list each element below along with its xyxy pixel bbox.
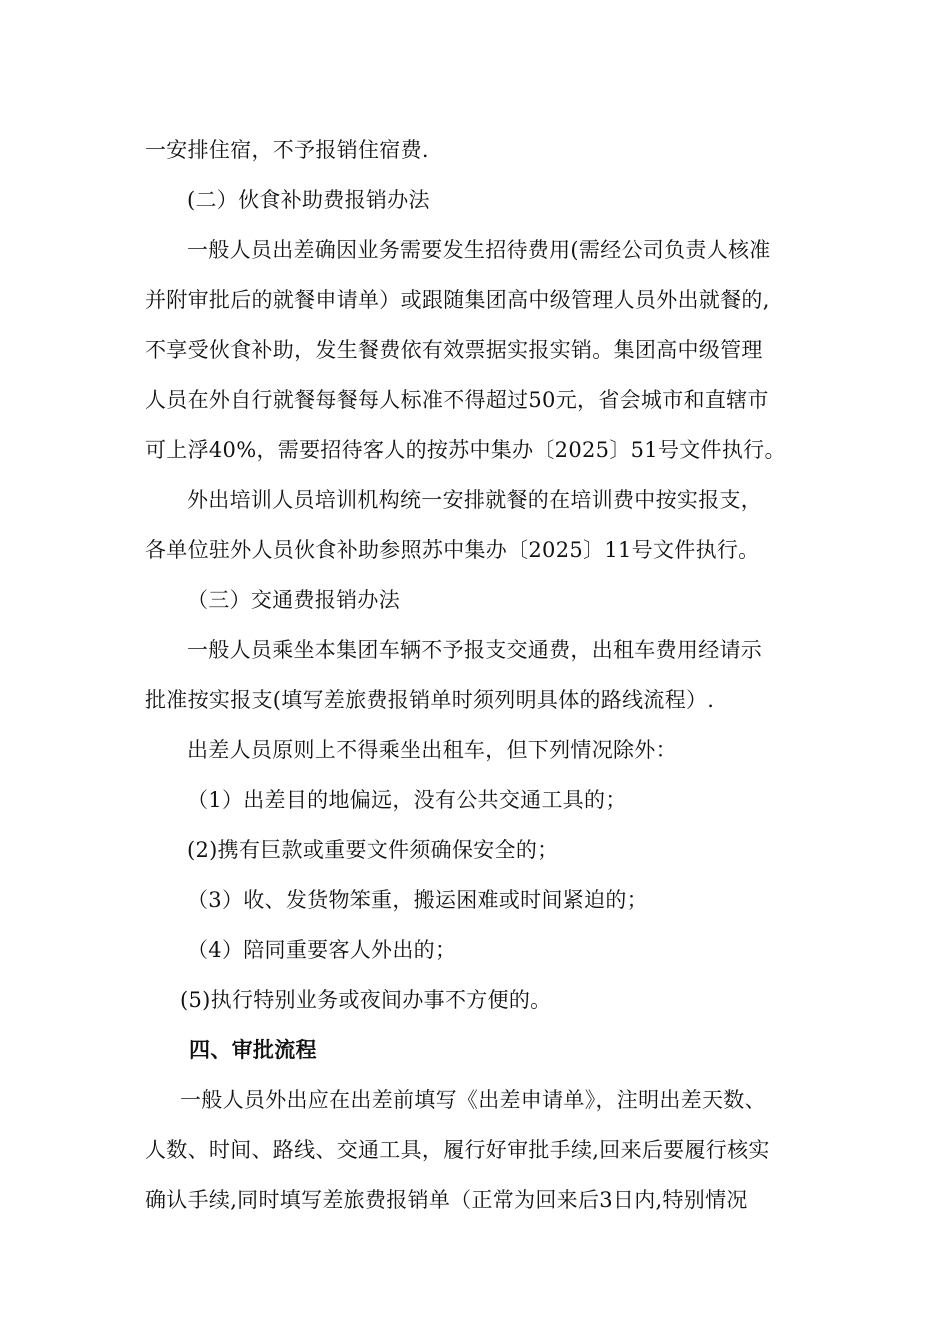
paragraph-line: 可上浮40%，需要招待客人的按苏中集办〔2025〕51号文件执行。	[145, 438, 786, 462]
section-heading-transport: （三）交通费报销办法	[187, 588, 400, 612]
paragraph-line: 各单位驻外人员伙食补助参照苏中集办〔2025〕11号文件执行。	[145, 538, 760, 562]
list-item: （3）收、发货物笨重，搬运困难或时间紧迫的；	[187, 888, 648, 912]
paragraph-line: 确认手续,同时填写差旅费报销单（正常为回来后3日内,特别情况	[145, 1188, 748, 1212]
paragraph-line: 出差人员原则上不得乘坐出租车，但下列情况除外：	[187, 738, 677, 762]
paragraph-line: 一安排住宿，不予报销住宿费.	[145, 138, 429, 162]
list-item: （1）出差目的地偏远，没有公共交通工具的；	[187, 788, 627, 812]
paragraph-line: 不享受伙食补助，发生餐费依有效票据实报实销。集团高中级管理	[145, 338, 763, 362]
paragraph-line: 一般人员出差确因业务需要发生招待费用(需经公司负责人核准	[187, 238, 771, 262]
paragraph-line: 一般人员乘坐本集团车辆不予报支交通费，出租车费用经请示	[187, 638, 763, 662]
list-item: (2)携有巨款或重要文件须确保安全的；	[187, 838, 559, 862]
paragraph-line: 人数、时间、路线、交通工具，履行好审批手续,回来后要履行核实	[145, 1138, 770, 1162]
paragraph-line: 外出培训人员培训机构统一安排就餐的在培训费中按实报支，	[187, 488, 763, 512]
section-heading-meal-allowance: (二）伙食补助费报销办法	[187, 188, 430, 212]
paragraph-line: 批准按实报支(填写差旅费报销单时须列明具体的路线流程）.	[145, 688, 715, 712]
paragraph-line: 并附审批后的就餐申请单）或跟随集团高中级管理人员外出就餐的,	[145, 288, 770, 312]
paragraph-line: 一般人员外出应在出差前填写《出差申请单》，注明出差天数、	[180, 1088, 766, 1112]
section-heading-approval: 四、审批流程	[189, 1037, 317, 1062]
list-item: (5)执行特别业务或夜间办事不方便的。	[180, 988, 552, 1012]
list-item: （4）陪同重要客人外出的；	[187, 938, 457, 962]
paragraph-line: 人员在外自行就餐每餐每人标准不得超过50元，省会城市和直辖市	[145, 388, 769, 412]
